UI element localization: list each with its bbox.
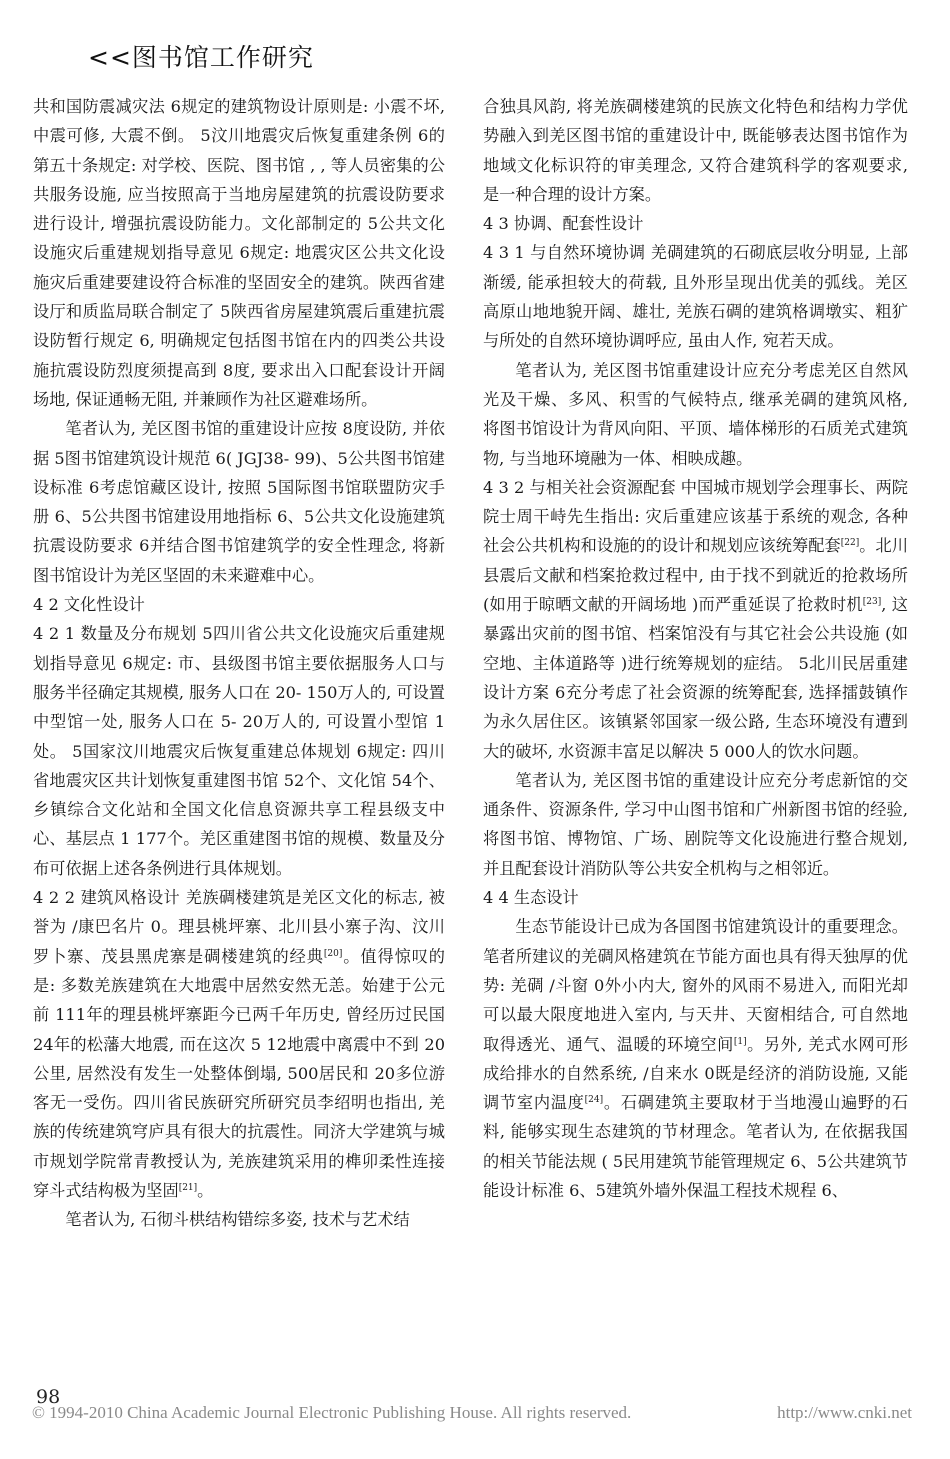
paragraph-text: 生态节能设计已成为各国图书馆建筑设计的重要理念。笔者所建议的羌碉风格建筑在节能方面也具有得天独厚的优势: 羌碉 /斗窗 0外小内大, 窗外的风雨不易进入, 而阳光却可以最大限度地进入室内, 与天井、天窗相结合, 可自然地取得透光、通气、温暖的环境空间: [483, 917, 908, 1054]
paragraph: [33, 883, 445, 1205]
citation: [23]: [862, 597, 882, 608]
paragraph-text: 。: [197, 1180, 214, 1200]
paragraph-text: 4 2 2 建筑风格设计 羌族碉楼建筑是羌区文化的标志, 被誉为 /康巴名片 0。理县桃坪寨、北川县小寨子沟、汶川罗卜寨、茂县黑虎寨是碉楼建筑的经典: [33, 888, 445, 966]
citation: [22]: [840, 538, 860, 549]
page-number: 98: [36, 1386, 61, 1408]
section-heading: 4 4 生态设计: [483, 888, 579, 908]
left-column: [33, 92, 445, 1235]
citation: [21]: [178, 1182, 198, 1193]
paragraph-text: 4 3 2 与相关社会资源配套 中国城市规划学会理事长、两院院士周干峙先生指出: 灾后重建应该基于系统的观念, 各种社会公共机构和设施的的设计和规划应该统筹配套: [483, 477, 908, 556]
citation: [1]: [733, 1036, 747, 1047]
paragraph: [483, 473, 908, 766]
copyright-footer: [32, 1403, 912, 1423]
paragraph: 合独具风韵, 将羌族碉楼建筑的民族文化特色和结构力学优势融入到羌区图书馆的重建设计中, 既能够表达图书馆作为地域文化标识符的审美理念, 又符合建筑科学的客观要求, 是一种合理的设计方案。: [483, 97, 908, 204]
section-heading: 4 3 协调、配套性设计: [483, 214, 644, 234]
paragraph-text: 。北川县震后文献和档案抢救过程中, 由于找不到就近的抢救场所 (如用于晾晒文献的开阔场地 )而严重延误了抢救时机: [483, 536, 909, 615]
footer-url-link[interactable]: http://www.cnki.net: [777, 1403, 912, 1422]
citation: [24]: [584, 1095, 604, 1106]
paragraph: 4 2 1 数量及分布规划 5四川省公共文化设施灾后重建规划指导意见 6规定: 市、县级图书馆主要依据服务人口与服务半径确定其规模, 服务人口在 20- 150万人的, 可设置中型馆一处, 服务人口在 5- 20万人的, 可设置小型馆 1处。 5国家汶川地震灾后恢复重建总体规划 6规定: 四川省地震灾区共计划恢复重建图书馆 52个、文化馆 54个、乡镇综合文化站和全国文化信息资源共享工程县级支中心、基层点 1 177个。羌区重建图书馆的规模、数量及分布可依据上述各条例进行具体规划。: [33, 624, 445, 878]
paragraph: 共和国防震减灾法 6规定的建筑物设计原则是: 小震不坏, 中震可修, 大震不倒。 5汶川地震灾后恢复重建条例 6的第五十条规定: 对学校、医院、图书馆 , , 等人员密集的公共服务设施, 应当按照高于当地房屋建筑的抗震设防要求进行设计, 增强抗震设防能力。文化部制定的 5公共文化设施灾后重建规划指导意见 6规定: 地震灾区公共文化设施灾后重建要建设符合标准的坚固安全的建筑。陕西省建设厅和质监局联合制定了 5陕西省房屋建筑震后重建抗震设防暂行规定 6, 明确规定包括图书馆在内的四类公共设施抗震设防烈度须提高到 8度, 要求出入口配套设计开阔场地, 保证通畅无阻, 并兼顾作为社区避难场所。: [33, 97, 445, 409]
journal-header: <<图书馆工作研究: [88, 43, 314, 72]
paragraph: 笔者认为, 石彻斗栱结构错综多姿, 技术与艺术结: [65, 1210, 410, 1230]
paragraph: 4 3 1 与自然环境协调 羌碉建筑的石砌底层收分明显, 上部渐缓, 能承担较大的荷载, 且外形呈现出优美的弧线。羌区高原山地地貌开阔、雄壮, 羌族石碉的建筑格调墩实、粗犷与所处的自然环境协调呼应, 虽由人作, 宛若天成。: [483, 243, 908, 351]
paragraph-text: 。石碉建筑主要取材于当地漫山遍野的石料, 能够实现生态建筑的节材理念。笔者认为, 在依据我国的相关节能法规 ( 5民用建筑节能管理规定 6、5公共建筑节能设计标准 6、5建筑外墙外保温工程技术规程 6、: [483, 1093, 909, 1200]
paragraph-text: 。另外, 羌式水网可形成给排水的自然系统, /自来水 0既是经济的消防设施, 又能调节室内温度: [483, 1034, 908, 1113]
paragraph-text: , 这暴露出灾前的图书馆、档案馆没有与其它社会公共设施 (如空地、主体道路等 )进行统筹规划的症结。 5北川民居重建设计方案 6充分考虑了社会资源的统筹配套, 选择擂鼓镇作为永久居住区。该镇紧邻国家一级公路, 生态环境没有遭到大的破坏, 水资源丰富足以解决 5 000人的饮水问题。: [483, 595, 908, 761]
paragraph: 笔者认为, 羌区图书馆的重建设计应充分考虑新馆的交通条件、资源条件, 学习中山图书馆和广州新图书馆的经验, 将图书馆、博物馆、广场、剧院等文化设施进行整合规划, 并且配套设计消防队等公共安全机构与之相邻近。: [483, 770, 908, 878]
citation: [20]: [323, 948, 343, 959]
section-heading: 4 2 文化性设计: [33, 595, 145, 615]
paragraph-text: 。值得惊叹的是: 多数羌族建筑在大地震中居然安然无恙。始建于公元前 111年的理县桃坪寨距今已两千年历史, 曾经历过民国 24年的松藩大地震, 而在这次 5 12地震中离震中不到 20公里, 居然没有发生一处整体倒塌, 500居民和 20多位游客无一受伤。四川省民族研究所研究员李绍明也指出, 羌族的传统建筑穹庐具有很大的抗震性。同济大学建筑与城市规划学院常青教授认为, 羌族建筑采用的榫卯柔性连接穿斗式结构极为坚固: [33, 946, 445, 1200]
paragraph: [483, 912, 908, 1205]
copyright-text: © 1994-2010 China Academic Journal Electronic Publishing House. All rights reserved.: [32, 1403, 632, 1422]
paragraph: 笔者认为, 羌区图书馆重建设计应充分考虑羌区自然风光及干燥、多风、积雪的气候特点, 继承羌碉的建筑风格, 将图书馆设计为背风向阳、平顶、墙体梯形的石质羌式建筑物, 与当地环境融为一体、相映成趣。: [483, 360, 908, 468]
paragraph: 笔者认为, 羌区图书馆的重建设计应按 8度设防, 并依据 5图书馆建筑设计规范 6( JGJ38- 99)、5公共图书馆建设标准 6考虑馆藏区设计, 按照 5国际图书馆联盟防灾手册 6、5公共图书馆建设用地指标 6、5公共文化设施建筑抗震设防要求 6并结合图书馆建筑学的安全性理念, 将新图书馆设计为羌区坚固的未来避难中心。: [33, 419, 445, 585]
right-column: [483, 92, 908, 1205]
